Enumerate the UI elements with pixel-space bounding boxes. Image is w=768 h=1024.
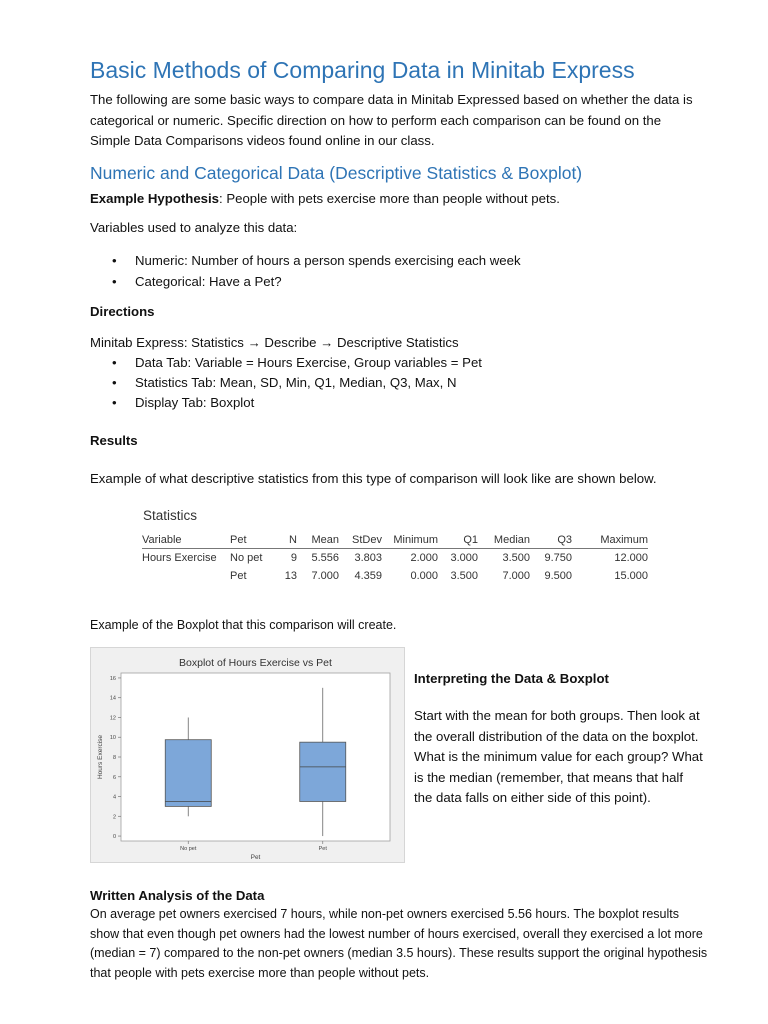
table-cell: 9.500 (544, 570, 572, 582)
x-tick-label: No pet (180, 846, 197, 852)
y-tick-label: 10 (109, 735, 116, 742)
table-cell: Pet (230, 570, 247, 582)
table-cell: 7.000 (311, 570, 339, 582)
y-tick-label: 4 (112, 794, 116, 801)
col-header: Pet (230, 531, 280, 549)
list-item: • Categorical: Have a Pet? (90, 272, 521, 293)
directions-heading: Directions (90, 304, 155, 319)
list-item: • Statistics Tab: Mean, SD, Min, Q1, Median, Q3, Max, N (90, 373, 482, 393)
boxplot-intro: Example of the Boxplot that this comparison will create. (90, 618, 397, 632)
table-cell: 3.000 (450, 552, 478, 564)
variables-intro: Variables used to analyze this data: (90, 220, 298, 235)
boxplot-chart (91, 648, 406, 864)
table-cell: 13 (284, 570, 297, 582)
y-tick-label: 14 (109, 695, 116, 702)
list-item: • Numeric: Number of hours a person spends exercising each week (90, 251, 521, 272)
written-analysis-text: On average pet owners exercised 7 hours, while non-pet owners exercised 5.56 hours. The boxplot results show that even though pet owners had the lowest number of hours exercised, overall they exercised a lot more (median = 7) compared to the non-pet owners (median 3.5 hours). These results support the original hypothesis that people with pets exercise more than people without pets. (90, 907, 708, 980)
y-tick-label: 12 (109, 715, 116, 722)
stats-table-title: Statistics (143, 508, 198, 523)
col-header: Q1 (438, 531, 478, 549)
table-cell: 3.500 (502, 552, 530, 564)
box (165, 740, 211, 807)
table-cell: 2.000 (410, 552, 438, 564)
y-tick-label: 2 (112, 814, 116, 821)
table-header-row (142, 531, 648, 549)
table-cell: No pet (230, 552, 263, 564)
interpret-text: Start with the mean for both groups. Then look at the overall distribution of the data on the boxplot. What is the minimum value for each group? What is the median (remember, that means that half the data falls on either side of this point). (414, 708, 703, 805)
col-header: Minimum (382, 531, 438, 549)
table-row (142, 567, 648, 585)
col-header: Mean (297, 531, 339, 549)
table-cell: 4.359 (354, 570, 382, 582)
plot-area (121, 673, 390, 841)
x-axis-label: Pet (250, 854, 261, 861)
intro-paragraph: The following are some basic ways to compare data in Minitab Expressed based on whether the data is categorical or numeric. Specific direction on how to perform each comparison can be found on the Simple Data Comparisons videos found online in our class. (90, 92, 693, 148)
table-cell: 9.750 (544, 552, 572, 564)
y-tick-label: 0 (112, 834, 116, 841)
list-item: • Data Tab: Variable = Hours Exercise, Group variables = Pet (90, 353, 482, 373)
directions-line: Minitab Express: Statistics → Describe → Descriptive Statistics (90, 335, 459, 350)
table-cell (142, 567, 230, 585)
hypothesis-text: : People with pets exercise more than people without pets. (219, 191, 560, 206)
col-header: StDev (339, 531, 382, 549)
y-tick-label: 8 (112, 755, 116, 761)
table-cell: 0.000 (410, 570, 438, 582)
col-header: N (280, 531, 297, 549)
table-cell: 3.803 (354, 552, 382, 564)
stats-table (142, 531, 648, 585)
list-item: • Display Tab: Boxplot (90, 393, 482, 413)
results-heading: Results (90, 433, 138, 448)
boxplot-figure (90, 647, 405, 863)
page-title: Basic Methods of Comparing Data in Minitab Express (90, 57, 635, 83)
section-heading: Numeric and Categorical Data (Descriptive Statistics & Boxplot) (90, 163, 583, 183)
written-analysis-heading: Written Analysis of the Data (90, 888, 265, 903)
box (300, 742, 346, 801)
col-header: Maximum (572, 531, 648, 549)
directions-list (90, 353, 482, 413)
y-tick-label: 6 (112, 774, 116, 781)
table-cell: 9 (290, 552, 297, 564)
col-header: Median (478, 531, 530, 549)
y-tick-label: 16 (109, 675, 116, 682)
interpret-heading: Interpreting the Data & Boxplot (414, 671, 609, 686)
table-cell: 12.000 (614, 552, 648, 564)
col-header: Q3 (530, 531, 572, 549)
table-row (142, 549, 648, 568)
table-cell: 5.556 (311, 552, 339, 564)
x-tick-label: Pet (318, 846, 327, 852)
hypothesis-label: Example Hypothesis (90, 191, 219, 206)
table-cell: 7.000 (502, 570, 530, 582)
table-cell: 3.500 (450, 570, 478, 582)
results-text: Example of what descriptive statistics from this type of comparison will look like are shown below. (90, 471, 657, 486)
table-cell: Hours Exercise (142, 552, 217, 564)
col-header: Variable (142, 531, 230, 549)
table-cell: 15.000 (614, 570, 648, 582)
variables-list (90, 251, 521, 292)
chart-title: Boxplot of Hours Exercise vs Pet (179, 657, 332, 669)
hypothesis-line (90, 189, 560, 210)
y-axis-label: Hours Exercise (97, 734, 104, 780)
